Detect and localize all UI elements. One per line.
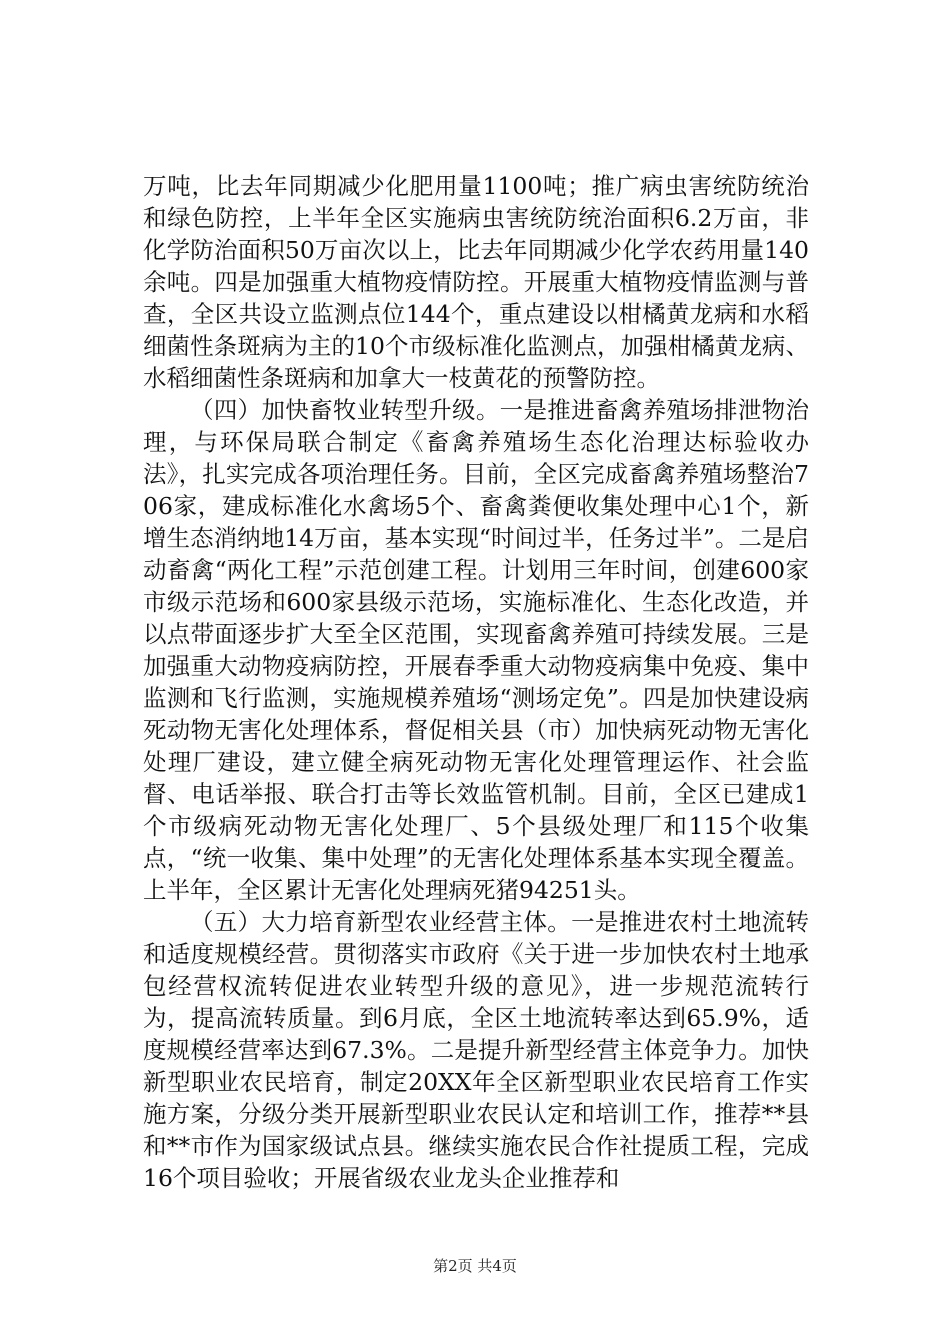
paragraph-new-business-entities: （五）大力培育新型农业经营主体。一是推进农村土地流转和适度规模经营。贯彻落实市政府《关于进一步加快农村土地承包经营权流转促进农业转型升级的意见》，进一步规范流转行为，提高流转质量。到6月底，全区土地流转率达到65.9%，适度规模经营率达到67.3%。二是提升新型经营主体竞争力。加快新型职业农民培育，制定20XX年全区新型职业农民培育工作实施方案，分级分类开展新型职业农民认定和培训工作，推荐**县和**市作为国家级试点县。继续实施农民合作社提质工程，完成16个项目验收；开展省级农业龙头企业推荐和 <box>143 908 809 1192</box>
page-number-footer: 第2页 共4页 <box>433 1257 517 1275</box>
document-body <box>143 170 809 1194</box>
paragraph-livestock: （四）加快畜牧业转型升级。一是推进畜禽养殖场排泄物治理，与环保局联合制定《畜禽养殖场生态化治理达标验收办法》，扎实完成各项治理任务。目前，全区完成畜禽养殖场整治706家，建成标准化水禽场5个、畜禽粪便收集处理中心1个，新增生态消纳地14万亩，基本实现“时间过半，任务过半”。二是启动畜禽“两化工程”示范创建工程。计划用三年时间，创建600家市级示范场和600家县级示范场，实施标准化、生态化改造，并以点带面逐步扩大至全区范围，实现畜禽养殖可持续发展。三是加强重大动物疫病防控，开展春季重大动物疫病集中免疫、集中监测和飞行监测，实施规模养殖场“测场定免”。四是加快建设病死动物无害化处理体系，督促相关县（市）加快病死动物无害化处理厂建设，建立健全病死动物无害化处理管理运作、社会监督、电话举报、联合打击等长效监管机制。目前，全区已建成1个市级病死动物无害化处理厂、5个县级处理厂和115个收集点，“统一收集、集中处理”的无害化处理体系基本实现全覆盖。上半年，全区累计无害化处理病死猪94251头。 <box>143 396 809 904</box>
paragraph-plant-protection: 万吨，比去年同期减少化肥用量1100吨；推广病虫害统防统治和绿色防控，上半年全区实施病虫害统防统治面积6.2万亩，非化学防治面积50万亩次以上，比去年同期减少化学农药用量140余吨。四是加强重大植物疫情防控。开展重大植物疫情监测与普查，全区共设立监测点位144个，重点建设以柑橘黄龙病和水稻细菌性条斑病为主的10个市级标准化监测点，加强柑橘黄龙病、水稻细菌性条斑病和加拿大一枝黄花的预警防控。 <box>143 172 809 392</box>
